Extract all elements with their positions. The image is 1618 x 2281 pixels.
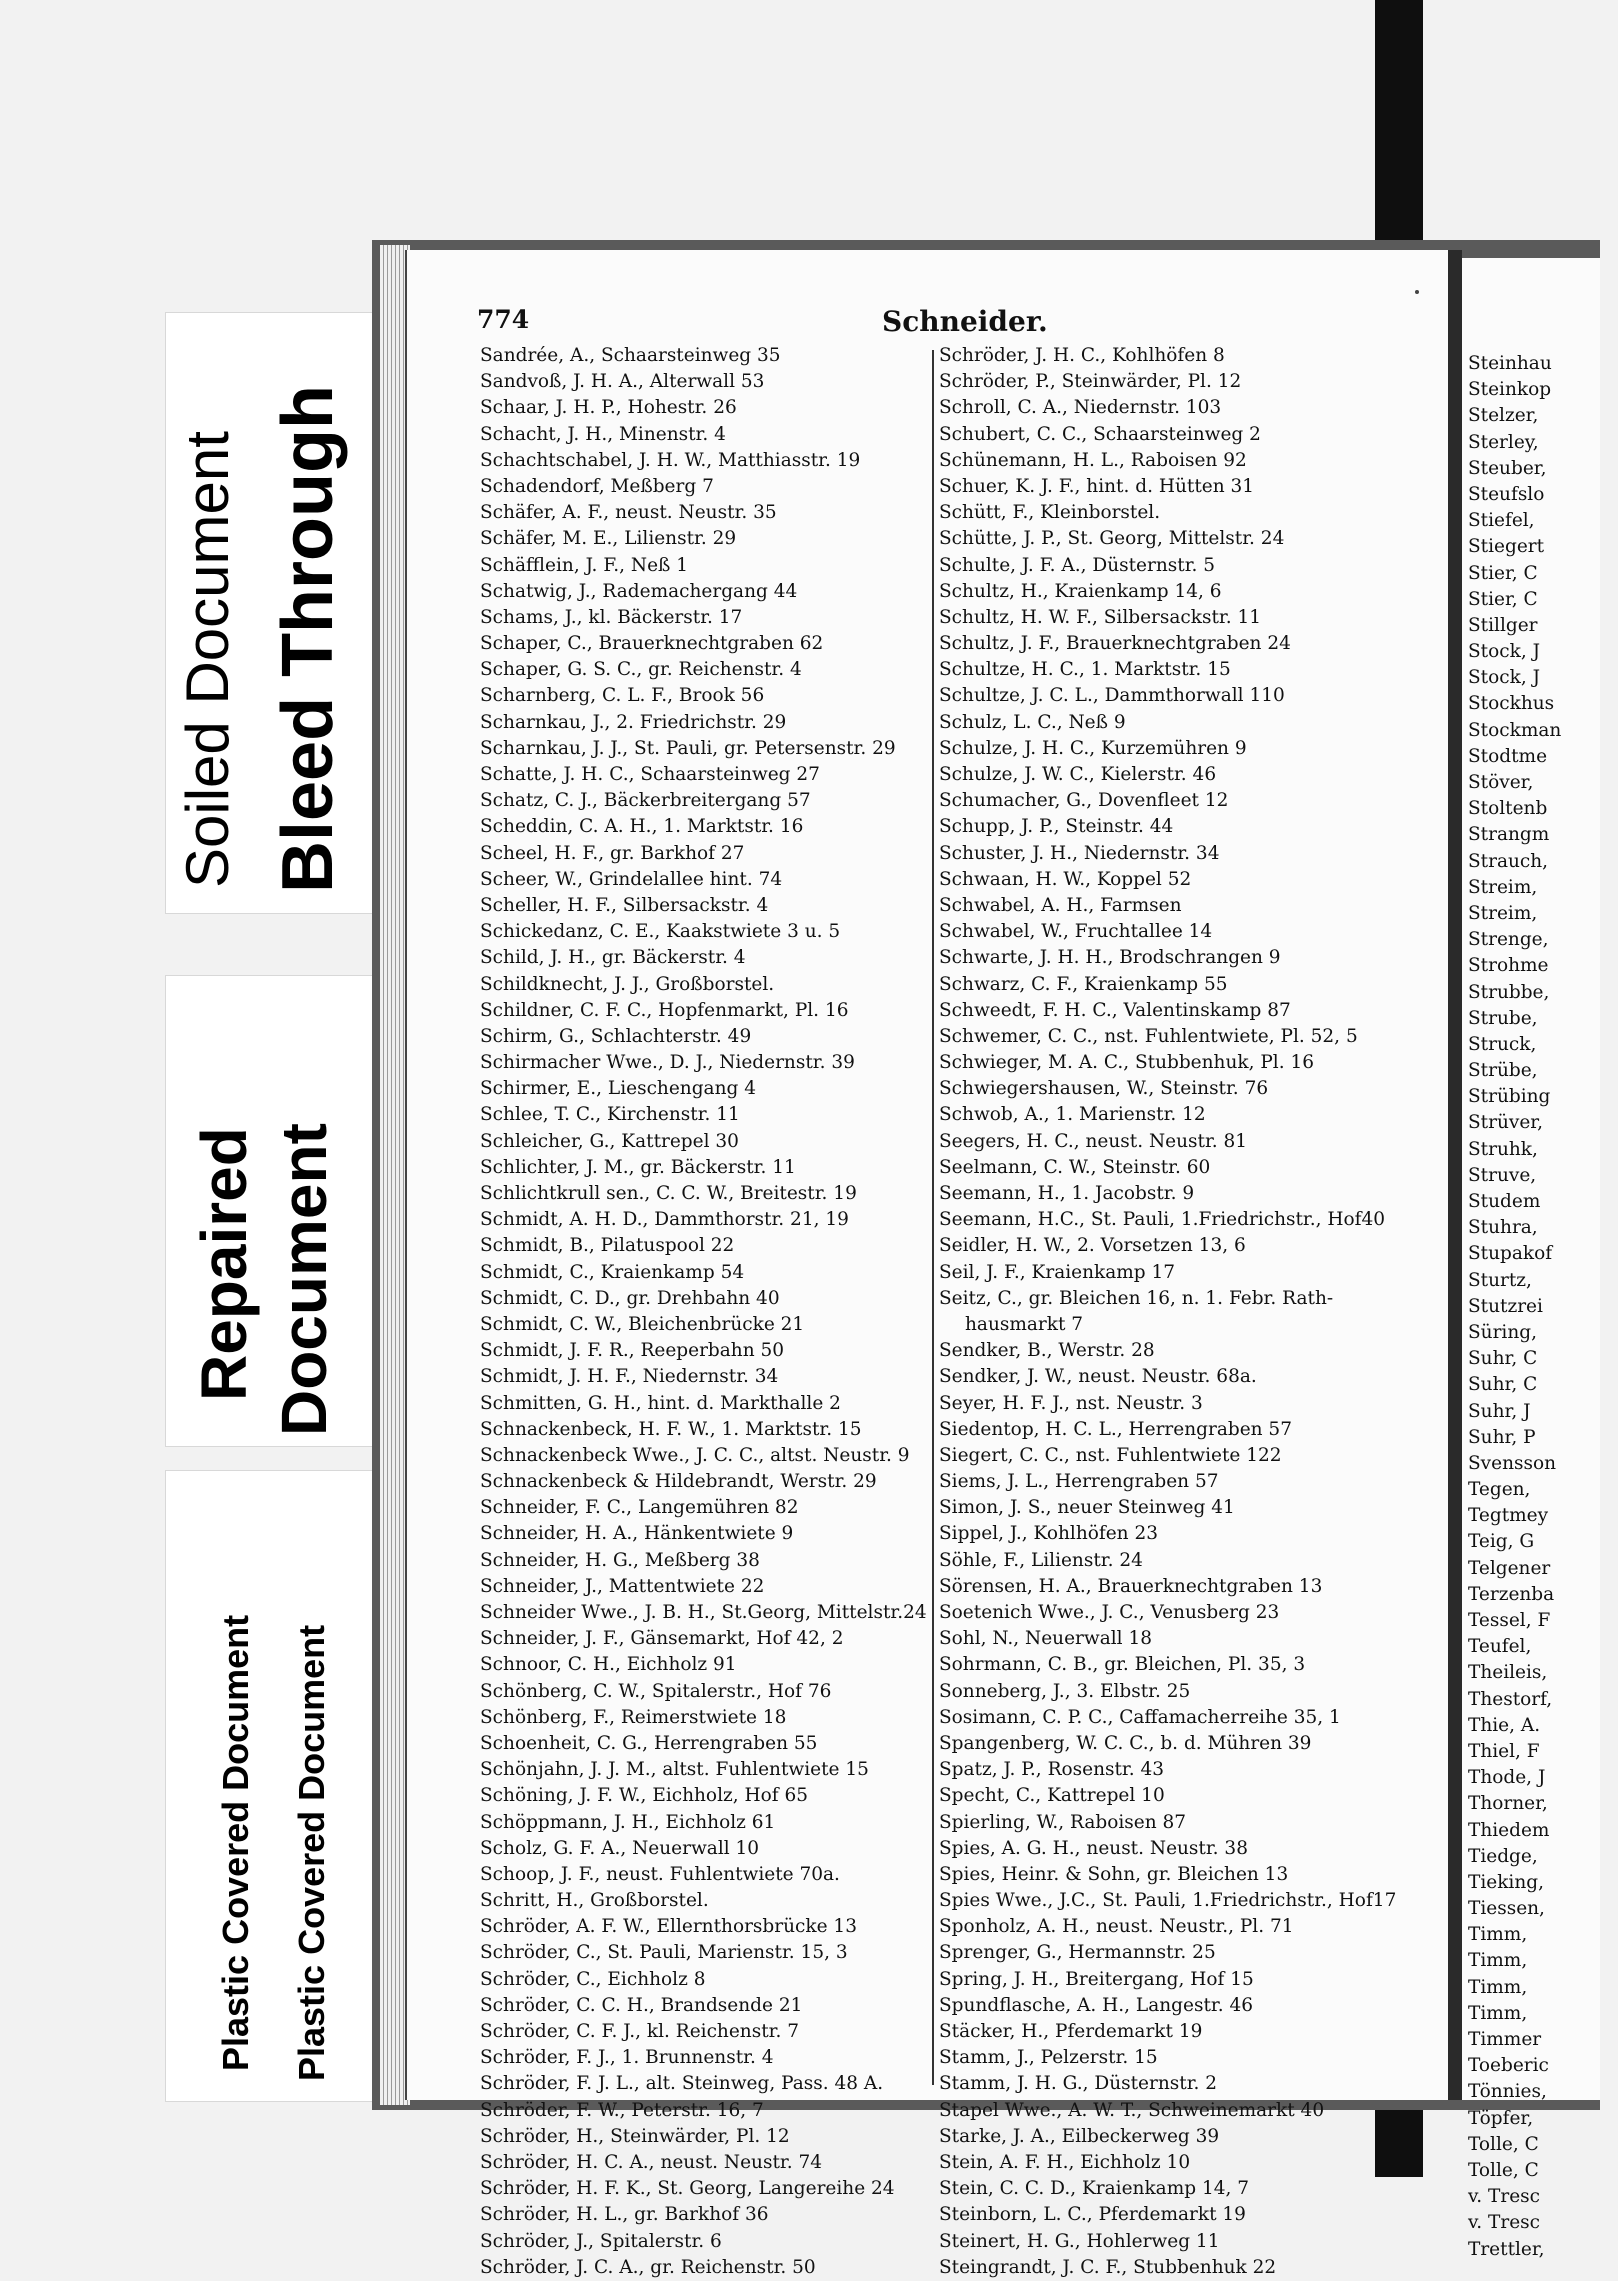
directory-entry: Schildknecht, J. J., Großborstel. [480,973,775,995]
directory-entry: Schatte, J. H. C., Schaarsteinweg 27 [480,764,820,785]
facing-page-entry: Sturtz, [1468,1269,1532,1291]
directory-entry: Stapel Wwe., A. W. T., Schweinemarkt 40 [939,2099,1325,2121]
directory-entry: Seemann, H.C., St. Pauli, 1.Friedrichstr., Hof40 [939,1209,1386,1231]
directory-entry: Schönberg, F., Reimerstwiete 18 [480,1706,787,1728]
directory-entry: Schultz, H., Kraienkamp 14, 6 [939,580,1222,602]
facing-page-entry: Strauch, [1468,850,1549,872]
directory-entry: Schubert, C. C., Schaarsteinweg 2 [939,423,1261,445]
directory-entry: Schröder, C., Eichholz 8 [480,1968,706,1990]
facing-page-entry: Struve, [1468,1164,1537,1186]
directory-entry: Schnackenbeck Wwe., J. C. C., altst. Neustr. 9 [480,1444,910,1466]
directory-entry: Schaar, J. H. P., Hohestr. 26 [480,397,737,419]
soiled-document-label: Soiled Document [174,431,241,888]
facing-page-entry: Streim, [1468,902,1538,924]
facing-page-entry: Töpfer, [1468,2107,1534,2129]
facing-page-entry: Strüver, [1468,1112,1543,1134]
facing-page-entry: Studem [1468,1191,1541,1212]
facing-page-entry: Strube, [1468,1007,1538,1029]
directory-entry: Schirmacher Wwe., D. J., Niedernstr. 39 [480,1052,855,1074]
facing-page-entry: Strübing [1468,1086,1551,1108]
directory-entry: Schwarte, J. H. H., Brodschrangen 9 [939,947,1281,969]
directory-entry: Stein, C. C. D., Kraienkamp 14, 7 [939,2178,1250,2200]
directory-entry: Spies Wwe., J.C., St. Pauli, 1.Friedrichstr., Hof17 [939,1890,1397,1912]
repaired-label-line2: Document [268,1123,340,1436]
directory-entry: Schlichter, J. M., gr. Bäckerstr. 11 [480,1156,796,1178]
directory-entry: Schmidt, C. D., gr. Drehbahn 40 [480,1287,780,1309]
facing-page-entry: Trettler, [1468,2238,1545,2260]
facing-page-entry: Stier, C [1468,588,1538,610]
directory-entry: Schildner, C. F. C., Hopfenmarkt, Pl. 16 [480,999,849,1021]
directory-entry: Sendker, B., Werstr. 28 [939,1340,1155,1362]
directory-entry: Schritt, H., Großborstel. [480,1890,709,1912]
facing-page-entry: Teufel, [1468,1636,1532,1658]
directory-entry: Schröder, H. C. A., neust. Neustr. 74 [480,2151,823,2173]
directory-entry: Specht, C., Kattrepel 10 [939,1785,1165,1807]
facing-page-entry: Stiefel, [1468,510,1535,532]
directory-entry: Schmidt, J. H. F., Niedernstr. 34 [480,1366,779,1388]
facing-page-entry: Terzenba [1468,1583,1555,1605]
directory-entry: Schwieger, M. A. C., Stubbenhuk, Pl. 16 [939,1052,1315,1074]
directory-entry: Spies, Heinr. & Sohn, gr. Bleichen 13 [939,1863,1289,1885]
directory-entry: Schaper, G. S. C., gr. Reichenstr. 4 [480,659,802,681]
directory-entry: Schild, J. H., gr. Bäckerstr. 4 [480,947,746,969]
directory-entry: Schneider Wwe., J. B. H., St.Georg, Mittelstr.24 [480,1602,927,1623]
directory-entry: Schröder, F. J. L., alt. Steinweg, Pass. 48 A. [480,2073,884,2095]
directory-entry: Schirm, G., Schlachterstr. 49 [480,1025,752,1047]
facing-page-entry: Strübe, [1468,1060,1538,1082]
repaired-label-card [165,975,387,1447]
facing-page-entry: Stock, J [1468,667,1540,689]
facing-page-entry: Stoltenb [1468,798,1548,820]
directory-entry: Siegert, C. C., nst. Fuhlentwiete 122 [939,1444,1282,1466]
directory-entry: Schwiegershausen, W., Steinstr. 76 [939,1078,1269,1100]
directory-entry: Schmidt, J. F. R., Reeperbahn 50 [480,1340,785,1362]
middle-column [939,343,1439,2281]
directory-entry: Steinborn, L. C., Pferdemarkt 19 [939,2204,1246,2226]
directory-entry: Seil, J. F., Kraienkamp 17 [939,1261,1176,1283]
directory-entry: Schwarz, C. F., Kraienkamp 55 [939,973,1228,995]
directory-entry: Schultze, H. C., 1. Marktstr. 15 [939,659,1231,681]
directory-entry: Schoop, J. F., neust. Fuhlentwiete 70a. [480,1863,840,1885]
facing-page-entry: Stutzrei [1468,1295,1543,1317]
directory-entry: Schnoor, C. H., Eichholz 91 [480,1654,737,1676]
facing-page-entry: Thestorf, [1468,1688,1553,1710]
directory-entry: Stamm, J., Pelzerstr. 15 [939,2047,1158,2069]
directory-entry: Schneider, H. G., Meßberg 38 [480,1549,760,1571]
directory-entry: Schmidt, C., Kraienkamp 54 [480,1261,745,1283]
directory-entry: Spatz, J. P., Rosenstr. 43 [939,1759,1165,1781]
facing-page-entry: Stockhus [1468,693,1555,715]
directory-entry: Spundflasche, A. H., Langestr. 46 [939,1994,1253,2016]
directory-entry: Steinert, H. G., Hohlerweg 11 [939,2230,1220,2252]
directory-entry: Steingrandt, J. C. F., Stubbenhuk 22 [939,2256,1277,2278]
facing-page-entry: Stodtme [1468,745,1548,767]
directory-entry: Schulze, J. W. C., Kielerstr. 46 [939,764,1217,785]
directory-entry: Schnackenbeck & Hildebrandt, Werstr. 29 [480,1471,877,1493]
directory-entry: Schöning, J. F. W., Eichholz, Hof 65 [480,1785,809,1807]
facing-page-entry: Steinhau [1468,353,1552,374]
facing-page-entry: Steufslo [1468,483,1545,505]
directory-entry: Schäfer, M. E., Lilienstr. 29 [480,528,737,550]
facing-page-entry: Süring, [1468,1321,1537,1343]
facing-page-entry: Timm, [1468,1950,1528,1972]
directory-entry: hausmarkt 7 [965,1313,1084,1335]
directory-entry: Schmidt, A. H. D., Dammthorstr. 21, 19 [480,1209,849,1231]
plastic-covered-label-line1: Plastic Covered Document [215,1614,256,2071]
facing-page-entry: Strenge, [1468,929,1549,951]
directory-entry: Schäfflein, J. F., Neß 1 [480,554,689,576]
directory-entry: Schröder, J. C. A., gr. Reichenstr. 50 [480,2256,816,2278]
directory-entry: Spring, J. H., Breitergang, Hof 15 [939,1968,1254,1990]
facing-page-entry: Struhk, [1468,1138,1538,1160]
directory-entry: Seemann, H., 1. Jacobstr. 9 [939,1183,1195,1204]
directory-entry: Schatz, C. J., Bäckerbreitergang 57 [480,790,811,812]
directory-entry: Schwaan, H. W., Koppel 52 [939,868,1192,890]
directory-entry: Spierling, W., Raboisen 87 [939,1811,1187,1833]
facing-page-entry: v. Tresc [1468,2186,1541,2208]
facing-page-entry: Timm, [1468,2002,1528,2024]
facing-page-entry: Strangm [1468,824,1550,846]
directory-entry: Seidler, H. W., 2. Vorsetzen 13, 6 [939,1235,1246,1257]
facing-page-entry: Stockman [1468,719,1562,741]
directory-entry: Schröder, H., Steinwärder, Pl. 12 [480,2125,790,2147]
directory-entry: Schickedanz, C. E., Kaakstwiete 3 u. 5 [480,921,841,943]
directory-entry: Seelmann, C. W., Steinstr. 60 [939,1156,1211,1178]
directory-entry: Schroll, C. A., Niedernstr. 103 [939,397,1222,419]
directory-entry: Schütt, F., Kleinborstel. [939,502,1161,524]
directory-entry: Sponholz, A. H., neust. Neustr., Pl. 71 [939,1916,1294,1938]
directory-entry: Schwemer, C. C., nst. Fuhlentwiete, Pl. 52, 5 [939,1025,1358,1047]
directory-entry: Soetenich Wwe., J. C., Venusberg 23 [939,1602,1280,1623]
facing-page-entry: Tessel, F [1468,1610,1551,1631]
facing-page-entry: Telgener [1468,1557,1551,1579]
directory-entry: Schwob, A., 1. Marienstr. 12 [939,1104,1206,1126]
directory-entry: Seyer, H. F. J., nst. Neustr. 3 [939,1392,1203,1414]
directory-entry: Siedentop, H. C. L., Herrengraben 57 [939,1418,1292,1440]
facing-page-entry: Tiessen, [1468,1898,1545,1920]
facing-page-entry: Svensson [1468,1452,1557,1474]
facing-page-entry: Timm, [1468,1924,1528,1946]
facing-page-entry: v. Tresc [1468,2212,1541,2234]
directory-entry: Schweedt, F. H. C., Valentinskamp 87 [939,999,1291,1021]
facing-page-entry: Sterley, [1468,431,1539,453]
tape-strip-top [1375,0,1423,255]
facing-page-entry: Timmer [1468,2029,1542,2050]
facing-page-entry: Stock, J [1468,641,1540,663]
directory-entry: Scharnberg, C. L. F., Brook 56 [480,685,765,707]
directory-entry: Stein, A. F. H., Eichholz 10 [939,2151,1191,2173]
directory-entry: Schäfer, A. F., neust. Neustr. 35 [480,502,777,524]
directory-entry: Schwabel, A. H., Farmsen [939,894,1182,916]
facing-page-entry: Stier, C [1468,562,1538,584]
directory-entry: Schönberg, C. W., Spitalerstr., Hof 76 [480,1680,832,1702]
directory-entry: Simon, J. S., neuer Steinweg 41 [939,1497,1235,1519]
directory-entry: Schultze, J. C. L., Dammthorwall 110 [939,685,1285,707]
facing-page-entry: Tönnies, [1468,2081,1547,2103]
directory-entry: Schulte, J. F. A., Düsternstr. 5 [939,554,1216,576]
directory-entry: Schröder, H. F. K., St. Georg, Langereihe 24 [480,2178,895,2200]
directory-entry: Schmidt, C. W., Bleichenbrücke 21 [480,1313,805,1335]
directory-entry: Spies, A. G. H., neust. Neustr. 38 [939,1837,1248,1859]
directory-entry: Schneider, J., Mattentwiete 22 [480,1575,765,1597]
directory-entry: Sörensen, H. A., Brauerknechtgraben 13 [939,1575,1323,1597]
plastic-covered-label-card [165,1470,377,2102]
column-divider [932,350,934,2085]
directory-entry: Sprenger, G., Hermannstr. 25 [939,1942,1216,1964]
directory-entry: Starke, J. A., Eilbeckerweg 39 [939,2125,1220,2147]
directory-entry: Schams, J., kl. Bäckerstr. 17 [480,606,743,628]
facing-page-entry: Strohme [1468,955,1549,977]
directory-entry: Schachtschabel, J. H. W., Matthiasstr. 19 [480,449,861,471]
directory-entry: Schaper, C., Brauerknechtgraben 62 [480,633,824,655]
directory-entry: Schneider, H. A., Hänkentwiete 9 [480,1523,794,1545]
directory-entry: Seitz, C., gr. Bleichen 16, n. 1. Febr. Rath- [939,1287,1334,1309]
facing-page-entry: Timm, [1468,1976,1528,1998]
directory-entry: Scheddin, C. A. H., 1. Marktstr. 16 [480,816,804,838]
directory-entry: Sandvoß, J. H. A., Alterwall 53 [480,371,765,393]
directory-entry: Schneider, F. C., Langemühren 82 [480,1497,799,1519]
directory-entry: Scheer, W., Grindelallee hint. 74 [480,868,783,890]
directory-entry: Schröder, C. F. J., kl. Reichenstr. 7 [480,2021,799,2042]
directory-entry: Stamm, J. H. G., Düsternstr. 2 [939,2073,1218,2095]
facing-page-entry: Tegen, [1468,1479,1531,1501]
directory-entry: Schröder, A. F. W., Ellernthorsbrücke 13 [480,1916,857,1938]
directory-entry: Seegers, H. C., neust. Neustr. 81 [939,1130,1248,1152]
facing-page-entry: Thorner, [1468,1793,1548,1815]
bleed-through-label: Bleed Through [268,385,348,893]
repaired-label-line1: Repaired [188,1127,260,1401]
directory-entry: Scholz, G. F. A., Neuerwall 10 [480,1837,760,1859]
directory-page [405,250,1452,2278]
facing-page-entry: Suhr, P [1468,1426,1536,1448]
facing-page-entry: Suhr, C [1468,1374,1538,1396]
directory-entry: Schadendorf, Meßberg 7 [480,475,714,497]
directory-entry: Schoenheit, C. G., Herrengraben 55 [480,1732,818,1754]
facing-page-entry: Suhr, J [1468,1400,1531,1422]
facing-page-entry: Tegtmey [1468,1505,1549,1527]
directory-entry: Schumacher, G., Dovenfleet 12 [939,790,1229,812]
facing-page-entry: Stöver, [1468,772,1534,793]
plastic-covered-label-line2: Plastic Covered Document [291,1624,332,2081]
facing-page-entry: Stiegert [1468,536,1545,558]
directory-entry: Schröder, J. H. C., Kohlhöfen 8 [939,345,1225,366]
directory-entry: Schönjahn, J. J. M., altst. Fuhlentwiete 15 [480,1759,869,1781]
directory-entry: Schöppmann, J. H., Eichholz 61 [480,1811,776,1833]
directory-entry: Sippel, J., Kohlhöfen 23 [939,1523,1159,1545]
directory-entry: Schultz, H. W. F., Silbersackstr. 11 [939,606,1262,628]
running-head: Schneider. [882,305,1048,338]
directory-entry: Schuster, J. H., Niedernstr. 34 [939,842,1220,864]
directory-entry: Schmidt, B., Pilatuspool 22 [480,1235,735,1257]
facing-page-entry: Steuber, [1468,457,1547,479]
directory-entry: Schacht, J. H., Minenstr. 4 [480,423,726,445]
facing-page-entry: Suhr, C [1468,1348,1538,1370]
directory-entry: Sohl, N., Neuerwall 18 [939,1628,1153,1650]
facing-page-entry: Strubbe, [1468,981,1550,1003]
directory-entry: Schwabel, W., Fruchtallee 14 [939,921,1213,943]
directory-entry: Schröder, F. J., 1. Brunnenstr. 4 [480,2047,774,2069]
directory-entry: Schünemann, H. L., Raboisen 92 [939,449,1247,471]
directory-entry: Sandrée, A., Schaarsteinweg 35 [480,345,781,366]
directory-entry: Sohrmann, C. B., gr. Bleichen, Pl. 35, 3 [939,1654,1306,1676]
facing-page-entry: Stillger [1468,614,1538,636]
page-speck [1415,290,1419,294]
directory-entry: Schuer, K. J. F., hint. d. Hütten 31 [939,475,1255,497]
directory-entry: Scheller, H. F., Silbersackstr. 4 [480,894,769,916]
directory-entry: Scheel, H. F., gr. Barkhof 27 [480,842,745,864]
facing-page-entry: Thiedem [1468,1819,1550,1841]
directory-entry: Schröder, P., Steinwärder, Pl. 12 [939,371,1242,393]
directory-entry: Sonneberg, J., 3. Elbstr. 25 [939,1680,1191,1702]
directory-entry: Schlee, T. C., Kirchenstr. 11 [480,1104,740,1126]
directory-entry: Stäcker, H., Pferdemarkt 19 [939,2021,1203,2042]
directory-entry: Siems, J. L., Herrengraben 57 [939,1471,1219,1493]
directory-entry: Sosimann, C. P. C., Caffamacherreihe 35, 1 [939,1706,1341,1728]
facing-page-entry: Teig, G [1468,1531,1535,1553]
directory-entry: Schirmer, E., Lieschengang 4 [480,1078,756,1100]
facing-page-entry: Tolle, C [1468,2133,1539,2155]
directory-entry: Schröder, C. C. H., Brandsende 21 [480,1994,803,2016]
facing-page-entry: Struck, [1468,1033,1537,1055]
facing-page-entry: Stelzer, [1468,405,1539,427]
directory-entry: Schröder, J., Spitalerstr. 6 [480,2230,722,2252]
facing-page-entry: Toeberic [1468,2055,1549,2077]
directory-entry: Schnackenbeck, H. F. W., 1. Marktstr. 15 [480,1418,862,1440]
facing-page-entry: Streim, [1468,876,1538,898]
directory-entry: Schütte, J. P., St. Georg, Mittelstr. 24 [939,528,1285,550]
facing-page-entry: Tiedge, [1468,1845,1538,1867]
directory-entry: Schultz, J. F., Brauerknechtgraben 24 [939,633,1291,655]
soiled-bleed-label-card [165,312,392,914]
directory-entry: Schneider, J. F., Gänsemarkt, Hof 42, 2 [480,1628,844,1650]
facing-page [1462,258,1600,2260]
directory-entry: Schatwig, J., Rademachergang 44 [480,580,798,602]
directory-entry: Schröder, F. W., Peterstr. 16, 7 [480,2099,764,2121]
directory-entry: Schulze, J. H. C., Kurzemühren 9 [939,737,1247,759]
directory-entry: Schulz, L. C., Neß 9 [939,711,1126,733]
directory-entry: Söhle, F., Lilienstr. 24 [939,1549,1143,1571]
directory-entry: Scharnkau, J., 2. Friedrichstr. 29 [480,711,787,733]
facing-page-entry: Tieking, [1468,1871,1544,1893]
directory-entry: Schröder, H. L., gr. Barkhof 36 [480,2204,769,2226]
facing-page-entry: Stupakof [1468,1243,1553,1265]
directory-entry: Schmitten, G. H., hint. d. Markthalle 2 [480,1392,841,1414]
directory-entry: Schupp, J. P., Steinstr. 44 [939,816,1174,838]
directory-entry: Spangenberg, W. C. C., b. d. Mühren 39 [939,1732,1312,1754]
directory-entry: Schleicher, G., Kattrepel 30 [480,1130,739,1152]
left-column [480,343,932,2281]
facing-page-entry: Thiel, F [1468,1740,1540,1762]
page-number: 774 [477,305,530,334]
facing-page-entry: Thie, A. [1468,1714,1541,1736]
book-spine [1448,250,1462,2100]
facing-page-entry: Stuhra, [1468,1217,1538,1239]
facing-page-entry: Thode, J [1468,1767,1546,1789]
facing-page-entry: Tolle, C [1468,2159,1539,2181]
directory-entry: Schlichtkrull sen., C. C. W., Breitestr. 19 [480,1183,857,1204]
facing-page-column [1468,351,1618,2263]
facing-page-entry: Theileis, [1468,1662,1548,1684]
directory-entry: Schröder, C., St. Pauli, Marienstr. 15, 3 [480,1942,848,1964]
directory-entry: Scharnkau, J. J., St. Pauli, gr. Petersenstr. 29 [480,737,896,759]
facing-page-entry: Steinkop [1468,379,1552,401]
directory-entry: Sendker, J. W., neust. Neustr. 68a. [939,1366,1257,1388]
